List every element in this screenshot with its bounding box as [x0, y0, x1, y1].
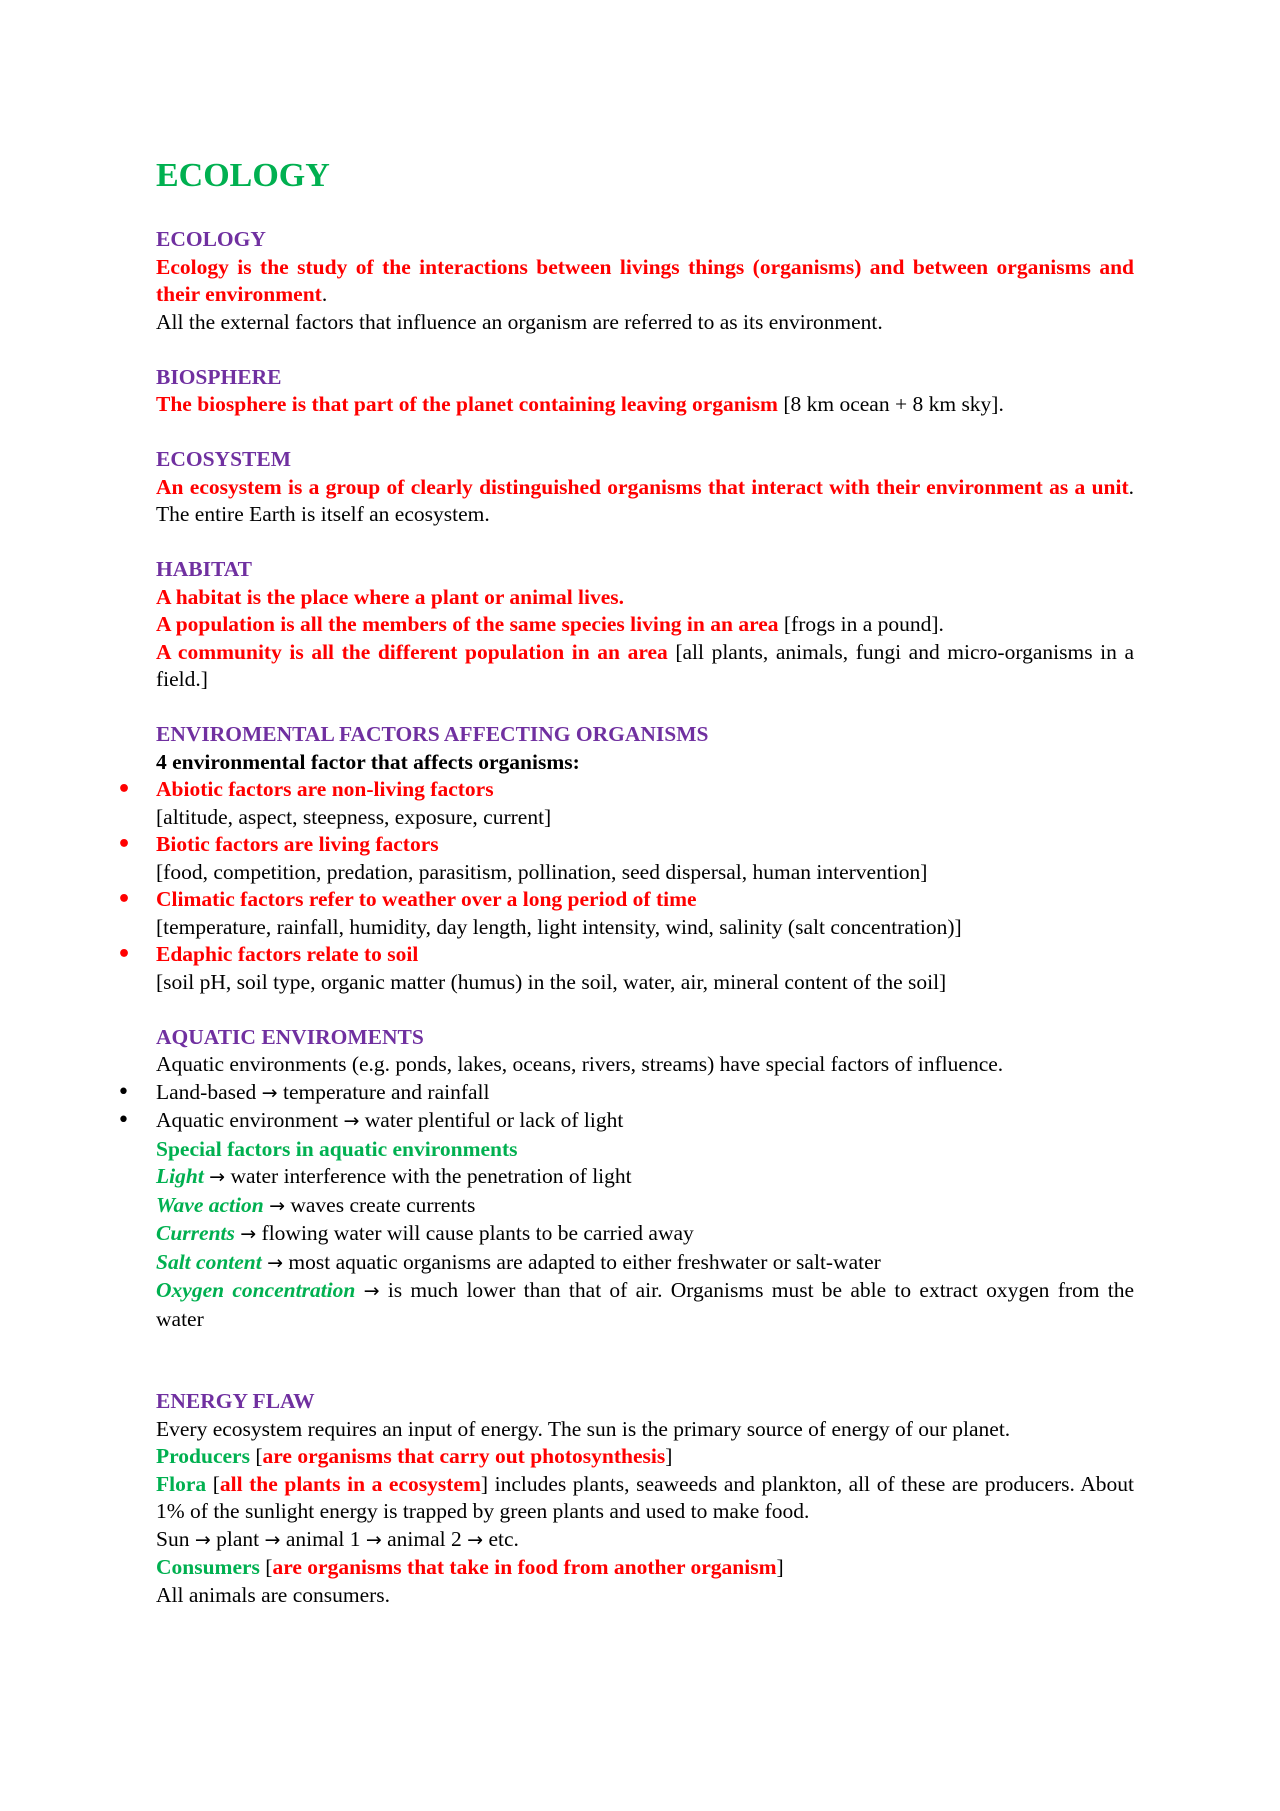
special-factor [156, 1163, 1134, 1192]
section-heading: BIOSPHERE [156, 364, 282, 389]
producers-term: Producers [156, 1444, 250, 1468]
special-factor-term: Light [156, 1164, 204, 1188]
special-factor-term: Wave action [156, 1192, 264, 1217]
aquatic-bullet [156, 1107, 1134, 1136]
flora-text: includes plants, seaweeds and plankton, all of these are producers. About 1% of the sunlight energy is trapped by green plants and used to make food. [156, 1471, 1134, 1523]
special-factor [156, 1220, 1134, 1249]
consumers-paragraph: Consumers [are organisms that take in food from another organism] [156, 1555, 784, 1579]
flora-paragraph: Flora [all the plants in a ecosystem] includes plants, seaweeds and plankton, all of these are producers. About 1% of the sunlight energy is trapped by green plants and used to make food. [156, 1471, 1134, 1523]
ecology-definition: Ecology is the study of the interactions between livings things (organisms) and between organisms and their environment [156, 254, 1134, 306]
special-factors-heading: Special factors in aquatic environments [156, 1136, 518, 1161]
special-factor-text: waves create currents [284, 1192, 476, 1217]
aquatic-intro: Aquatic environments (e.g. ponds, lakes, oceans, rivers, streams) have special factors of influence. [156, 1052, 1004, 1076]
ecology-text: All the external factors that influence an organism are referred to as its environment. [156, 309, 883, 334]
biosphere-paragraph [156, 391, 1134, 419]
community-definition: A community is all the different population in an area [156, 639, 668, 664]
factor-label: • Edaphic factors relate to soil [156, 941, 1134, 969]
arrow-icon: → [194, 1528, 211, 1551]
section-heading: AQUATIC ENVIROMENTS [156, 1024, 424, 1049]
factor-label: • Biotic factors are living factors [156, 831, 1134, 859]
factor-detail: [temperature, rainfall, humidity, day length, light intensity, wind, salinity (salt concentration)] [156, 914, 962, 939]
factor-label: • Climatic factors refer to weather over a long period of time [156, 886, 1134, 914]
section-biosphere [156, 364, 1134, 419]
ecosystem-text: . The entire Earth is itself an ecosystem. [156, 474, 1134, 526]
biosphere-note: [8 km ocean + 8 km sky]. [777, 392, 1004, 416]
flora-definition: all the plants in a ecosystem [219, 1471, 481, 1496]
consumers-term: Consumers [156, 1555, 260, 1579]
factor-detail: [soil pH, soil type, organic matter (humus) in the soil, water, air, mineral content of the soil] [156, 969, 947, 994]
arrow-icon: → [209, 1166, 226, 1188]
section-heading: ECOLOGY [156, 227, 266, 251]
ecology-definition-paragraph [156, 254, 1134, 309]
special-factor-text: is much lower than that of air. Organisms must be able to extract oxygen from the water [156, 1278, 1135, 1331]
page-title: ECOLOGY [156, 157, 330, 194]
special-factor [156, 1277, 1134, 1333]
special-factor-term: Salt content [156, 1249, 262, 1274]
ecosystem-definition: An ecosystem is a group of clearly distinguished organisms that interact with their environment as a unit [156, 474, 1129, 499]
chain-step: animal 1 [285, 1526, 361, 1551]
energy-intro: Every ecosystem requires an input of energy. The sun is the primary source of energy of our planet. [156, 1416, 1011, 1441]
arrow-icon: → [365, 1528, 382, 1551]
chain-step: plant [216, 1526, 260, 1551]
consumers-text: All animals are consumers. [156, 1582, 391, 1607]
section-energy-flow [156, 1388, 1134, 1609]
producers-definition: are organisms that carry out photosynthesis [262, 1444, 666, 1468]
section-heading: HABITAT [156, 557, 252, 581]
population-definition: A population is all the members of the same species living in an area [156, 612, 779, 636]
factor-detail: [altitude, aspect, steepness, exposure, current] [156, 804, 552, 829]
section-heading: ENERGY FLAW [156, 1389, 315, 1413]
food-chain [156, 1526, 1134, 1555]
habitat-definition: A habitat is the place where a plant or animal lives. [156, 584, 625, 609]
aquatic-bullet [156, 1079, 1134, 1108]
bullet-label: Land-based [156, 1079, 257, 1104]
factor-detail: [food, competition, predation, parasitism, pollination, seed dispersal, human intervention] [156, 859, 928, 884]
arrow-icon: → [261, 1081, 278, 1104]
special-factor-term: Oxygen concentration [156, 1278, 356, 1302]
arrow-icon: → [267, 1251, 284, 1274]
bullet-label: Aquatic environment [156, 1108, 339, 1132]
flora-term: Flora [156, 1471, 207, 1496]
section-ecology [156, 226, 1134, 336]
chain-step: Sun [156, 1526, 190, 1551]
arrow-icon: → [240, 1223, 257, 1245]
bullet-text: temperature and rainfall [277, 1079, 490, 1104]
section-heading: ECOSYSTEM [156, 447, 292, 471]
section-ecosystem [156, 446, 1134, 529]
arrow-icon: → [363, 1280, 380, 1302]
special-factor [156, 1192, 1134, 1221]
special-factor-text: most aquatic organisms are adapted to either freshwater or salt-water [283, 1249, 881, 1274]
arrow-icon: → [264, 1528, 281, 1551]
section-habitat [156, 556, 1134, 694]
biosphere-definition: The biosphere is that part of the planet containing leaving organism [156, 392, 778, 416]
consumers-definition: are organisms that take in food from another organism [272, 1555, 777, 1579]
ecosystem-paragraph [156, 474, 1134, 529]
population-paragraph [156, 611, 1134, 639]
community-paragraph [156, 639, 1134, 694]
bullet-text: water plentiful or lack of light [359, 1108, 624, 1132]
section-environmental-factors [156, 721, 1134, 996]
population-note: [frogs in a pound]. [778, 612, 944, 636]
section-heading: ENVIROMENTAL FACTORS AFFECTING ORGANISMS [156, 722, 709, 746]
community-note: [all plants, animals, fungi and micro-organisms in a field.] [156, 639, 1134, 691]
section-aquatic-environments [156, 1024, 1134, 1334]
special-factor [156, 1249, 1134, 1278]
factors-intro: 4 environmental factor that affects organisms: [156, 749, 580, 774]
document-content [156, 150, 1134, 1609]
chain-step: animal 2 [387, 1526, 462, 1551]
factor-label: • Abiotic factors are non-living factors [156, 776, 1134, 804]
chain-step: etc. [488, 1526, 519, 1551]
special-factor-text: water interference with the penetration of light [225, 1164, 632, 1188]
special-factor-text: flowing water will cause plants to be carried away [256, 1221, 694, 1245]
arrow-icon: → [343, 1110, 360, 1132]
arrow-icon: → [269, 1194, 285, 1217]
producers-paragraph: Producers [are organisms that carry out photosynthesis] [156, 1444, 673, 1468]
arrow-icon: → [467, 1528, 484, 1551]
ecology-definition-end: . [321, 282, 328, 306]
special-factor-term: Currents [156, 1221, 235, 1245]
